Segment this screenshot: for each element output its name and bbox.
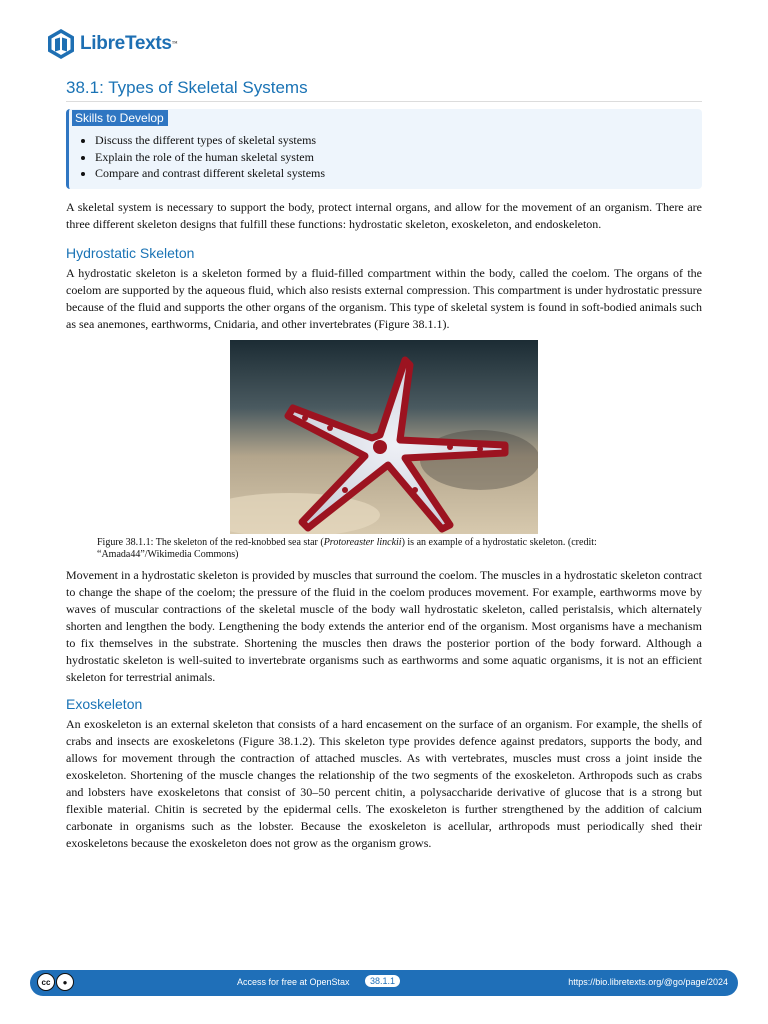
list-item: • Discuss the different types of skeletal systems — [95, 132, 325, 149]
section-heading-exoskeleton: Exoskeleton — [66, 696, 143, 712]
libretexts-logo[interactable] — [46, 27, 178, 61]
list-item: • Compare and contrast different skeletal systems — [95, 165, 325, 182]
exoskeleton-paragraph: An exoskeleton is an external skeleton that consists of a hard encasement on the surface of an organism. For example, the shells of crabs and insects are exoskeletons (Figure 38.1.2). This skeleton type provides defence against predators, supports the body, and allows for movement through the contraction of attached muscles. As with vertebrates, muscles must cross a joint inside the exoskeleton. Shortening of the muscle changes the relationship of the two segments of the exoskeleton. Arthropods such as crabs and lobsters have exoskeletons that consist of 30–50 percent chitin, a polysaccharide derivative of glucose that is a strong but flexible material. Chitin is secreted by the epidermal cells. The exoskeleton is further strengthened by the addition of calcium carbonate in organisms such as the lobster. Because the exoskeleton is acellular, arthropods must periodically shed their exoskeletons because the exoskeleton does not grow as the organism grows. — [66, 717, 702, 850]
page-footer — [30, 970, 738, 996]
cc-icon: cc — [37, 973, 55, 991]
skills-label: Skills to Develop — [72, 110, 168, 126]
trademark-mark: ™ — [171, 41, 178, 47]
hydrostatic-paragraph-1: A hydrostatic skeleton is a skeleton formed by a fluid-filled compartment within the body, called the coelom. The organs of the coelom are supported by the aqueous fluid, which also resists external compression. This compartment is under hydrostatic pressure because of the fluid and supports the other organs of the organism. This type of skeletal system is found in soft-bodied animals such as sea anemones, earthworms, Cnidaria, and other invertebrates (Figure 38.1.1). — [66, 266, 702, 331]
skills-box — [66, 109, 702, 189]
page-number-badge: 38.1.1 — [365, 975, 400, 987]
list-item: • Explain the role of the human skeletal system — [95, 149, 325, 166]
libretexts-hex-icon — [46, 28, 76, 60]
hydrostatic-paragraph-2: Movement in a hydrostatic skeleton is provided by muscles that surround the coelom. The muscles in a hydrostatic skeleton contract to change the shape of the coelom; the pressure of the fluid in the coelom produces movement. For example, earthworms move by waves of muscular contractions of the skeletal muscle of the body wall hydrostatic skeleton, called peristalsis, which alternately shorten and lengthen the body. Lengthening the body extends the anterior end of the organism. Most organisms have a mechanism to fix themselves in the substrate. Shortening the muscles then draws the posterior portion of the body forward. Although a hydrostatic skeleton is well-suited to invertebrate organisms such as earthworms and some aquatic organisms, it is not an efficient skeleton for terrestrial animals. — [66, 568, 702, 684]
figure-caption: Figure 38.1.1: The skeleton of the red-knobbed sea star (Protoreaster linckii) is an example of a hydrostatic skeleton. (credit: “Amada44”/Wikimedia Commons) — [97, 537, 597, 560]
license-badge[interactable] — [37, 973, 74, 991]
by-icon: ● — [56, 973, 74, 991]
sea-star-photo — [230, 340, 538, 534]
brand-name: LibreTexts — [80, 33, 172, 54]
page-title: 38.1: Types of Skeletal Systems — [66, 78, 702, 102]
intro-paragraph: A skeletal system is necessary to support the body, protect internal organs, and allow for the movement of an organism. There are three different skeleton designs that fulfill these functions: hydrostatic skeleton, exoskeleton, and endoskeleton. — [66, 200, 702, 231]
skills-list — [79, 132, 325, 182]
section-heading-hydrostatic: Hydrostatic Skeleton — [66, 245, 195, 261]
page-url[interactable]: https://bio.libretexts.org/@go/page/2024 — [568, 977, 728, 987]
access-text[interactable]: Access for free at OpenStax — [237, 977, 350, 987]
sea-star-image — [230, 340, 538, 534]
